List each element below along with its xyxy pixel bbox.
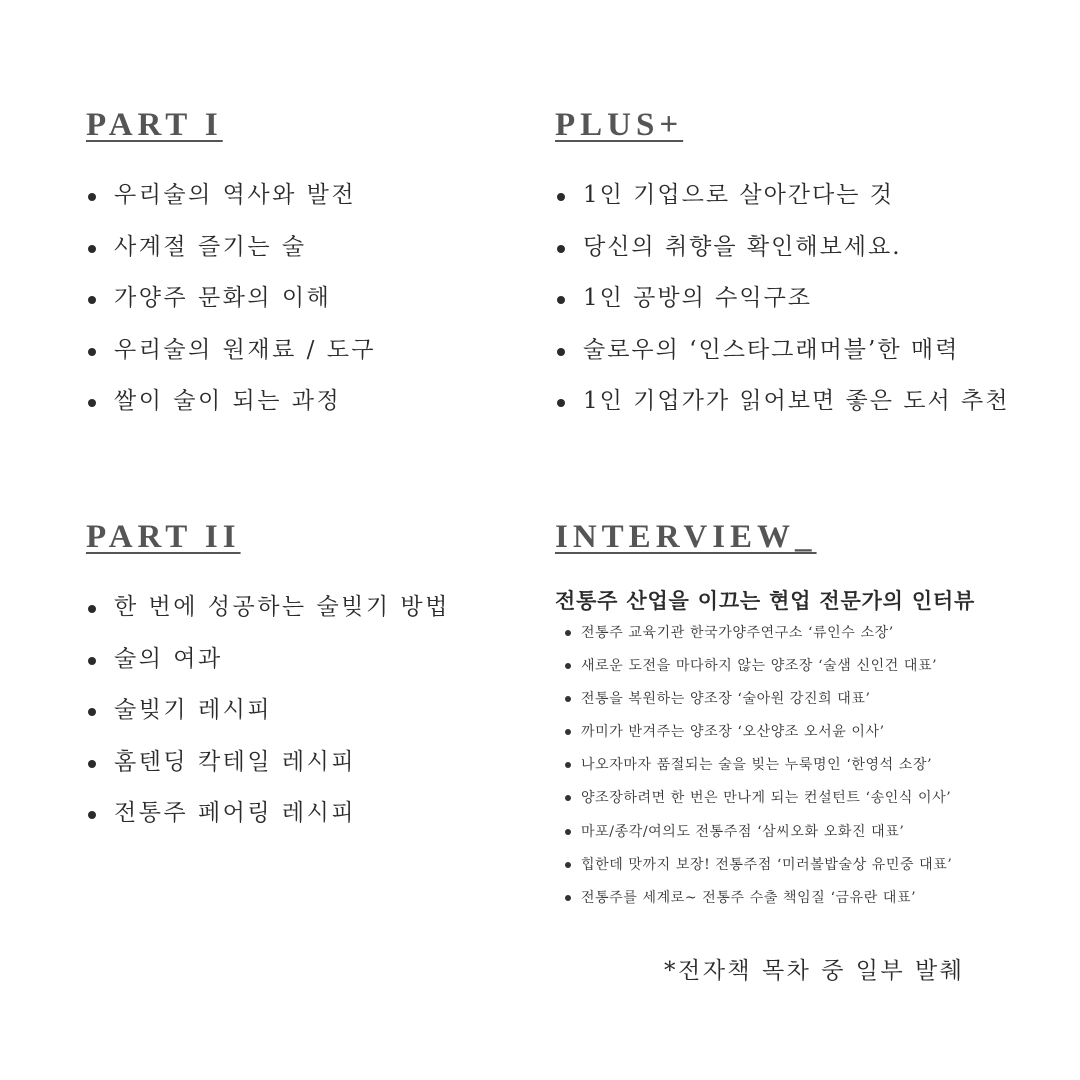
- list-item: 새로운 도전을 마다하지 않는 양조장 ‘술샘 신인건 대표’: [555, 656, 1055, 689]
- list-item: 술로우의 ‘인스타그래머블’한 매력: [555, 335, 1009, 387]
- list-item: 전통주를 세계로~ 전통주 수출 책임질 ‘금유란 대표’: [555, 888, 1055, 921]
- footnote: *전자책 목차 중 일부 발췌: [664, 958, 965, 984]
- list-item: 홈텐딩 칵테일 레시피: [86, 747, 450, 799]
- list-item: 한 번에 성공하는 술빚기 방법: [86, 592, 450, 644]
- list-item: 양조장하려면 한 번은 만나게 되는 컨설턴트 ‘송인식 이사’: [555, 788, 1055, 821]
- toc-list: [86, 592, 450, 850]
- list-item: 우리술의 역사와 발전: [86, 180, 376, 232]
- list-item: 전통을 복원하는 양조장 ‘술아원 강진희 대표’: [555, 689, 1055, 722]
- list-item: 나오자마자 품절되는 술을 빚는 누룩명인 ‘한영석 소장’: [555, 755, 1055, 788]
- section-title: INTERVIEW_: [555, 519, 817, 555]
- list-item: 술빚기 레시피: [86, 695, 450, 747]
- interview-list: [555, 623, 1055, 921]
- list-item: 1인 기업가가 읽어보면 좋은 도서 추천: [555, 386, 1009, 438]
- list-item: 당신의 취향을 확인해보세요.: [555, 232, 1009, 284]
- section-title: PART I: [86, 107, 223, 143]
- section-title: PART II: [86, 519, 241, 555]
- list-item: 우리술의 원재료 / 도구: [86, 335, 376, 387]
- section-plus: [555, 106, 1009, 438]
- section-part-2: [86, 518, 450, 850]
- list-item: 전통주 페어링 레시피: [86, 798, 450, 850]
- list-item: 힙한데 맛까지 보장! 전통주점 ‘미러볼밥술상 유민중 대표’: [555, 855, 1055, 888]
- section-part-1: [86, 106, 376, 438]
- list-item: 까미가 반겨주는 양조장 ‘오산양조 오서윤 이사’: [555, 722, 1055, 755]
- list-item: 가양주 문화의 이해: [86, 283, 376, 335]
- list-item: 1인 기업으로 살아간다는 것: [555, 180, 1009, 232]
- interview-subtitle: 전통주 산업을 이끄는 현업 전문가의 인터뷰: [555, 589, 976, 613]
- list-item: 전통주 교육기관 한국가양주연구소 ‘류인수 소장’: [555, 623, 1055, 656]
- list-item: 쌀이 술이 되는 과정: [86, 386, 376, 438]
- list-item: 술의 여과: [86, 644, 450, 696]
- list-item: 마포/종각/여의도 전통주점 ‘삼씨오화 오화진 대표’: [555, 822, 1055, 855]
- section-title: PLUS+: [555, 107, 684, 143]
- toc-list: [555, 180, 1009, 438]
- section-interview: [555, 518, 1055, 921]
- toc-list: [86, 180, 376, 438]
- list-item: 1인 공방의 수익구조: [555, 283, 1009, 335]
- list-item: 사계절 즐기는 술: [86, 232, 376, 284]
